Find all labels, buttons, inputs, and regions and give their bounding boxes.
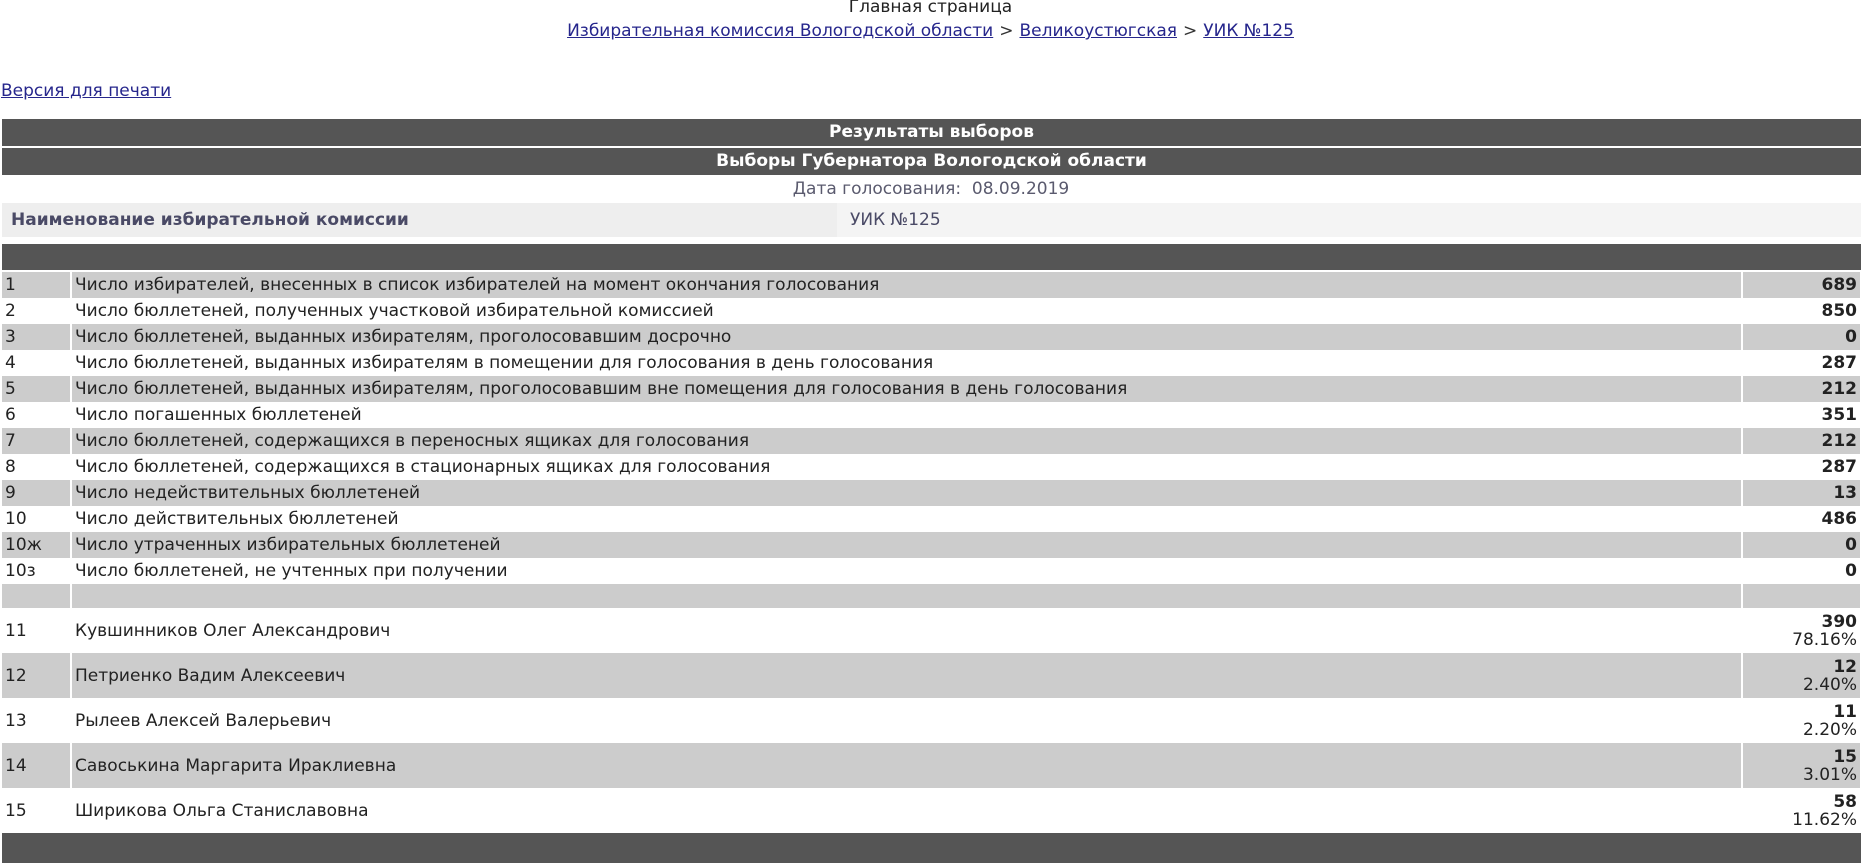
commission-row [2,203,1861,237]
row-label: Число избирателей, внесенных в список избирателей на момент окончания голосования [72,272,1741,298]
protocol-row [2,558,1860,584]
row-value: 689 [1743,272,1860,298]
row-value: 0 [1743,558,1860,584]
candidate-number: 12 [2,653,70,698]
voting-date-label: Дата голосования: [792,179,962,199]
protocol-row [2,376,1860,402]
row-label: Число погашенных бюллетеней [72,402,1741,428]
breadcrumb-separator: > [1183,21,1198,41]
voting-date [1,175,1861,203]
row-number: 10 [2,506,70,532]
candidate-result [1743,653,1860,698]
candidate-name: Савоськина Маргарита Ираклиевна [72,743,1741,788]
breadcrumb [0,20,1861,42]
row-value: 287 [1743,350,1860,376]
election-title: Выборы Губернатора Вологодской области [2,148,1861,175]
candidate-percent: 3.01% [1802,764,1857,785]
candidate-votes: 12 [1833,656,1857,677]
row-label: Число бюллетеней, не учтенных при получении [72,558,1741,584]
candidate-row [2,698,1860,743]
candidate-percent: 2.40% [1802,674,1857,695]
row-value: 351 [1743,402,1860,428]
candidate-name: Петриенко Вадим Алексеевич [72,653,1741,698]
commission-label: Наименование избирательной комиссии [11,210,409,230]
candidate-row [2,788,1860,833]
protocol-row [2,350,1860,376]
row-label: Число действительных бюллетеней [72,506,1741,532]
protocol-row [2,454,1860,480]
row-number: 10ж [2,532,70,558]
row-label: Число бюллетеней, содержащихся в переносных ящиках для голосования [72,428,1741,454]
spacer-row [2,584,1860,608]
breadcrumb-link-uik[interactable]: УИК №125 [1203,21,1294,41]
row-value: 0 [1743,532,1860,558]
breadcrumb-link-region[interactable]: Избирательная комиссия Вологодской области [567,21,994,41]
row-number: 9 [2,480,70,506]
section-divider [2,244,1861,270]
candidate-number: 15 [2,788,70,833]
breadcrumb-link-district[interactable]: Великоустюгская [1019,21,1177,41]
row-number: 7 [2,428,70,454]
protocol-row [2,402,1860,428]
candidate-result [1743,698,1860,743]
protocol-row [2,532,1860,558]
candidate-row [2,608,1860,653]
row-label: Число бюллетеней, выданных избирателям, проголосовавшим вне помещения для голосования в день голосования [72,376,1741,402]
protocol-table [0,272,1861,833]
row-value: 212 [1743,376,1860,402]
candidate-result [1743,608,1860,653]
protocol-row [2,428,1860,454]
row-number: 5 [2,376,70,402]
candidate-name: Рылеев Алексей Валерьевич [72,698,1741,743]
candidate-percent: 11.62% [1792,809,1857,830]
row-label: Число утраченных избирательных бюллетеней [72,532,1741,558]
protocol-row [2,480,1860,506]
candidate-name: Ширикова Ольга Станиславовна [72,788,1741,833]
row-number: 8 [2,454,70,480]
candidate-votes: 11 [1833,701,1857,722]
row-label: Число недействительных бюллетеней [72,480,1741,506]
candidate-votes: 390 [1821,611,1857,632]
results-table [1,119,1861,863]
table-footer-bar [2,833,1861,863]
candidate-percent: 2.20% [1802,719,1857,740]
breadcrumb-separator: > [999,21,1014,41]
row-label: Число бюллетеней, содержащихся в стационарных ящиках для голосования [72,454,1741,480]
results-title: Результаты выборов [2,119,1861,146]
home-title: Главная страница [848,0,1013,17]
candidate-result [1743,743,1860,788]
protocol-row [2,272,1860,298]
row-label: Число бюллетеней, выданных избирателям, проголосовавшим досрочно [72,324,1741,350]
row-value: 0 [1743,324,1860,350]
candidate-number: 11 [2,608,70,653]
candidate-name: Кувшинников Олег Александрович [72,608,1741,653]
candidate-result [1743,788,1860,833]
protocol-row [2,324,1860,350]
candidate-percent: 78.16% [1792,629,1857,650]
row-value: 13 [1743,480,1860,506]
row-value: 486 [1743,506,1860,532]
row-value: 850 [1743,298,1860,324]
candidate-number: 14 [2,743,70,788]
row-number: 1 [2,272,70,298]
voting-date-value: 08.09.2019 [971,179,1070,199]
row-number: 3 [2,324,70,350]
candidate-row [2,653,1860,698]
row-number: 6 [2,402,70,428]
protocol-row [2,506,1860,532]
row-label: Число бюллетеней, полученных участковой избирательной комиссией [72,298,1741,324]
row-number: 4 [2,350,70,376]
print-version-link[interactable]: Версия для печати [1,81,172,101]
protocol-row [2,298,1860,324]
row-label: Число бюллетеней, выданных избирателям в помещении для голосования в день голосования [72,350,1741,376]
candidate-votes: 58 [1833,791,1857,812]
row-value: 212 [1743,428,1860,454]
candidate-votes: 15 [1833,746,1857,767]
row-number: 2 [2,298,70,324]
candidate-number: 13 [2,698,70,743]
candidate-row [2,743,1860,788]
row-number: 10з [2,558,70,584]
commission-value: УИК №125 [837,203,1861,237]
row-value: 287 [1743,454,1860,480]
